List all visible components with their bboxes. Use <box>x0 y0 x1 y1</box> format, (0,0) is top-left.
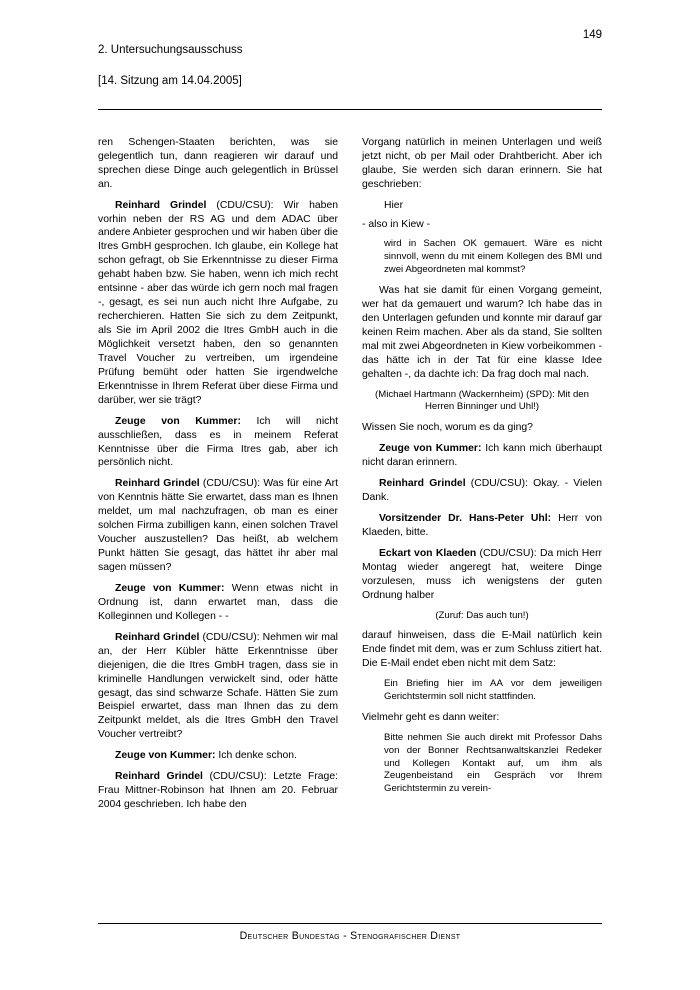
speaker-name: Reinhard Grindel <box>115 478 200 490</box>
paragraph-speech <box>362 477 602 505</box>
quote-block <box>384 678 602 704</box>
quote-text: Hier <box>384 199 404 211</box>
speaker-name: Reinhard Grindel <box>115 771 203 783</box>
paragraph-text: Ich denke schon. <box>218 750 297 762</box>
paragraph-text: Da mich Herr Montag wieder angeregt hat, weitere Dinge vorzulesen, muss ich wenigstens der guten Ordnung halber <box>362 547 602 601</box>
header-title-line2: [14. Sitzung am 14.04.2005] <box>98 74 242 87</box>
paragraph-text: Was hat sie damit für einen Vorgang gemeint, wer hat da gemauert und warum? Ich habe das in den Unterlagen gefunden und konnte mir darauf gar keinen Reim machen. Aber als da stand, Sie sollten mal mit zwei Abgeordneten in Kiew vorbeikommen - das hätte ich in der Tat für eine klasse Idee gehalten -, da dachte ich: Da frag doch mal nach. <box>362 285 602 380</box>
speaker-affiliation: (CDU/CSU): <box>199 631 263 643</box>
paragraph-speech <box>98 477 338 575</box>
paragraph-speech <box>98 749 338 763</box>
speaker-affiliation: (CDU/CSU): <box>206 199 284 211</box>
paragraph-speech <box>98 415 338 471</box>
paragraph-text: Was für eine Art von Kenntnis hätte Sie erwartet, dass man es Ihnen meldet, um mal nachzufragen, ob man es einer solchen Firma zubilligen kann, einen solchen Travel Voucher auszustellen? Das heißt, ab welchem Punkt hätten Sie gesagt, das hättet ihr aber mal sagen müssen? <box>98 478 338 574</box>
quote-text: Bitte nehmen Sie auch direkt mit Professor Dahs von der Bonner Rechtsanwaltskanzlei Redeker und Kollegen Kontakt auf, um ihm als Zeugenbeistand ein Gespräch vor Ihrem Gerichtstermin zu verein- <box>384 731 602 795</box>
paragraph-text: Letzte Frage: Frau Mittner-Robinson hat Ihnen am 20. Februar 2004 geschrieben. Ich habe den <box>98 771 338 811</box>
speaker-affiliation: (CDU/CSU): <box>476 547 540 559</box>
speaker-affiliation <box>551 513 558 524</box>
paragraph-speech <box>98 770 338 812</box>
speaker-name: Eckart von Klaeden <box>379 547 477 559</box>
speaker-name: Reinhard Grindel <box>115 199 207 211</box>
quote-block <box>384 199 602 213</box>
header-committee-title <box>98 28 242 104</box>
paragraph-text: Ich will nicht ausschließen, dass es in meinem Referat Kenntnisse über die Firma Itres gab, aber ich persönlich nicht. <box>98 415 339 469</box>
paragraph-text: Wissen Sie noch, worum es da ging? <box>362 422 533 434</box>
quote-text: Ein Briefing hier im AA vor dem jeweiligen Gerichtstermin soll nicht stattfinden. <box>384 678 602 703</box>
paragraph <box>362 711 602 725</box>
paragraph-speech <box>362 547 602 603</box>
paragraph <box>362 136 602 192</box>
paragraph-speech <box>362 512 602 540</box>
speaker-affiliation: (CDU/CSU): <box>199 478 264 490</box>
paragraph-text: Herr von Klaeden, bitte. <box>362 512 603 538</box>
paragraph-text: ren Schengen-Staaten berichten, was sie gelegentlich tun, dann reagieren wir darauf und sprechen diese Dinge auch gelegentlich in Brüssel an. <box>98 136 338 190</box>
page-number: 149 <box>582 29 602 41</box>
header-divider <box>98 109 602 110</box>
paragraph-speech <box>362 442 602 470</box>
speaker-name: Zeuge von Kummer: <box>379 443 482 455</box>
speaker-name: Vorsitzender Dr. Hans-Peter Uhl: <box>379 512 552 524</box>
left-column <box>98 136 338 819</box>
paragraph-speech <box>98 199 338 408</box>
page-header <box>58 28 642 104</box>
paragraph <box>98 136 338 192</box>
speaker-affiliation <box>241 416 257 427</box>
footer-divider <box>98 923 602 924</box>
paragraph-text: Ich kann mich überhaupt nicht daran erinnern. <box>362 443 602 469</box>
paragraph-text: Vorgang natürlich in meinen Unterlagen und weiß jetzt nicht, ob per Mail oder Drahtbericht. Aber ich glaube, Sie werden sich daran erinnern. Sie hat geschrieben: <box>362 136 602 190</box>
quote-block <box>384 732 602 796</box>
speaker-affiliation <box>224 583 231 594</box>
two-column-body <box>58 136 642 819</box>
footer-label: Deutscher Bundestag - Stenografischer Dienst <box>239 930 461 942</box>
speaker-name: Zeuge von Kummer: <box>115 582 225 594</box>
interjection <box>362 610 602 623</box>
paragraph <box>362 284 602 382</box>
speaker-name: Reinhard Grindel <box>379 478 466 490</box>
paragraph-text: Okay. - Vielen Dank. <box>362 478 602 504</box>
paragraph <box>362 218 602 232</box>
paragraph-text: darauf hinweisen, dass die E-Mail natürlich kein Ende findet mit dem, was er zum Schluss zitiert hat. Die E-Mail endet eben nicht mit dem Satz: <box>362 630 602 670</box>
paragraph-speech <box>98 582 338 624</box>
page-footer <box>98 923 602 942</box>
right-column <box>362 136 602 819</box>
paragraph-text: Nehmen wir mal an, der Herr Kübler hätte Erkenntnisse über diejenigen, die die Itres GmbH tragen, dass sie in kriminelle Handlungen verwickelt sind, oder hätte gesagt, das sind schwarze Schafe. Hätten Sie zum Beispiel erwartet, dass man Ihnen das zu dem Zeitpunkt meldet, als die Itres GmbH den Travel Voucher vertreibt? <box>98 631 338 741</box>
quote-text: wird in Sachen OK gemauert. Wäre es nicht sinnvoll, wenn du mit einem Kollegen des BMI und zwei Abgeordneten mal kommst? <box>384 238 602 276</box>
header-title-line1: 2. Untersuchungsausschuss <box>98 44 243 57</box>
speaker-affiliation: (CDU/CSU): <box>202 771 274 783</box>
quote-block <box>384 238 602 277</box>
interjection-text: (Zuruf: Das auch tun!) <box>435 609 529 621</box>
speaker-affiliation: (CDU/CSU): <box>465 478 534 490</box>
interjection <box>362 389 602 415</box>
paragraph-text: Wir haben vorhin neben der RS AG und dem ADAC über andere Anbieter gesprochen und wir haben über die Itres GmbH gesprochen. Ich glaube, ein Kollege hat schon gefragt, ob Sie Erkenntnisse zu dieser Firma gehabt haben bzw. Sie haben, wenn ich mich recht entsinne - aber das würde ich gern noch mal fragen -, gesagt, es sei nun auch nicht Ihre Aufgabe, zu recherchieren. Hatten Sie sich zu dem Zeitpunkt, als Sie im April 2002 die Itres GmbH auch in die Möglichkeit versetzt haben, den so genannten Travel Voucher zu vertreiben, um irgendeine Prüfung bemüht oder hatten Sie irgendwelche Erkenntnisse in Ihrem Referat über diese Firma und darüber, wer sie trägt? <box>98 199 339 406</box>
paragraph <box>362 629 602 671</box>
paragraph-text: Vielmehr geht es dann weiter: <box>362 711 500 723</box>
interjection-text: (Michael Hartmann (Wackernheim) (SPD): Mit den Herren Binninger und Uhl!) <box>375 388 589 413</box>
paragraph-speech <box>98 631 338 743</box>
speaker-name: Reinhard Grindel <box>115 631 200 643</box>
paragraph-text: Wenn etwas nicht in Ordnung ist, dann erwartet man, dass die Kolleginnen und Kollegen - - <box>98 582 338 622</box>
speaker-name: Zeuge von Kummer: <box>115 750 216 762</box>
paragraph <box>362 421 602 435</box>
speaker-name: Zeuge von Kummer: <box>115 415 241 427</box>
paragraph-text: - also in Kiew - <box>362 218 431 230</box>
